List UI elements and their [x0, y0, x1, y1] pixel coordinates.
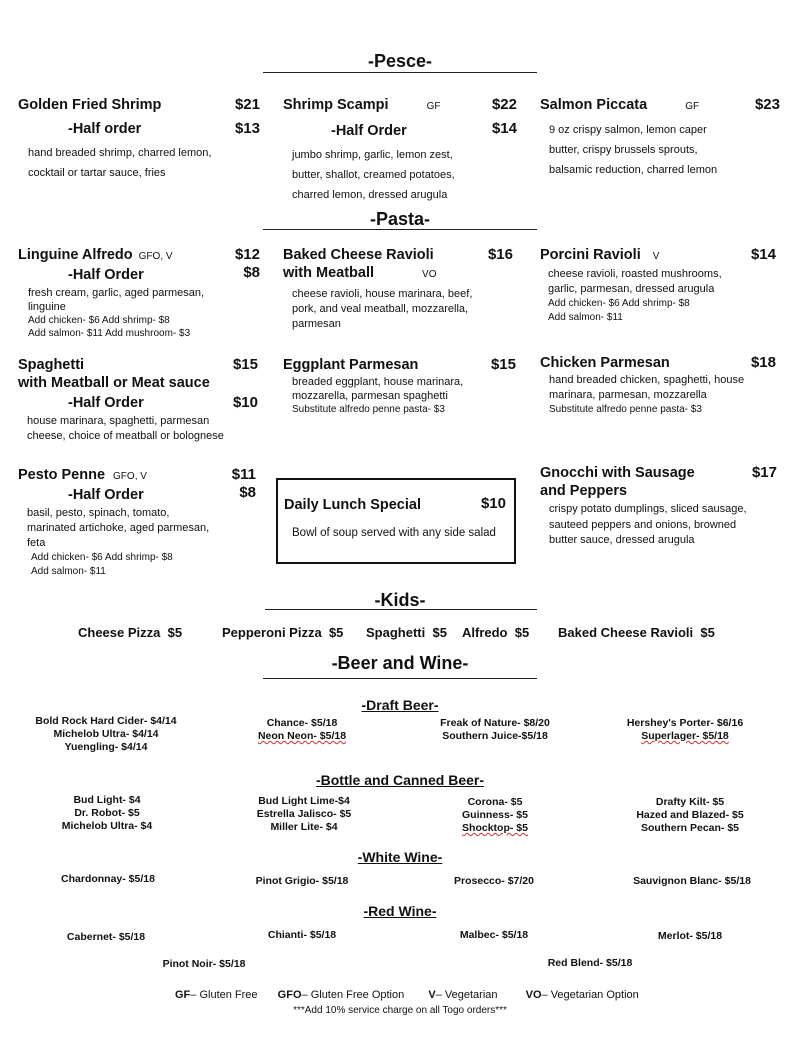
- desc-line: jumbo shrimp, garlic, lemon zest,: [292, 149, 453, 161]
- beverage-item: Bud Light- $4: [73, 794, 141, 806]
- addon-line: Add salmon- $11: [548, 312, 623, 323]
- bottle-beer-col-4: [620, 796, 760, 835]
- item-name: Gnocchi with Sausage: [540, 465, 695, 481]
- kids-item-baked-cheese-ravioli: [558, 625, 715, 640]
- addon-line: Add chicken- $6 Add shrimp- $8: [548, 298, 690, 309]
- red-wine-item: Cabernet- $5/18: [66, 931, 146, 943]
- white-wine-item: Prosecco- $7/20: [454, 875, 534, 887]
- kids-item-spaghetti: [366, 625, 447, 640]
- item-name-text: Salmon Piccata: [540, 97, 648, 113]
- togo-service-note: ***Add 10% service charge on all Togo orders***: [293, 1005, 507, 1016]
- divider: [263, 678, 537, 679]
- item-price: $14: [750, 246, 776, 263]
- beverage-item: Dr. Robot- $5: [74, 807, 140, 819]
- item-name: Spaghetti: [18, 357, 85, 373]
- menu-item-chicken-parmesan: [540, 354, 776, 416]
- white-wine-item: Pinot Grigio- $5/18: [255, 875, 349, 887]
- draft-beer-col-1: [26, 715, 186, 754]
- desc-line: cocktail or tartar sauce, fries: [28, 167, 166, 179]
- kids-item-price: $5: [700, 625, 715, 640]
- beverage-item: Drafty Kilt- $5: [655, 796, 725, 808]
- red-wine-item: Chianti- $5/18: [267, 929, 337, 941]
- special-price: $10: [480, 495, 506, 512]
- item-description: [292, 375, 516, 403]
- beverage-item: Shocktop- $5: [462, 822, 528, 834]
- beverage-item: Chance- $5/18: [266, 717, 338, 729]
- item-description: [27, 414, 258, 444]
- divider: [265, 609, 537, 610]
- item-name: Baked Cheese Ravioli: [283, 247, 434, 263]
- half-order-label: -Half Order: [331, 123, 407, 139]
- menu-item-spaghetti: [18, 356, 258, 444]
- item-description: [549, 502, 777, 549]
- kids-item-name: Cheese Pizza: [78, 625, 161, 640]
- desc-line: marinara, parmesan, mozzarella: [549, 389, 707, 401]
- divider: [263, 229, 537, 230]
- beverage-item: Superlager- $5/18: [641, 730, 729, 742]
- red-wine-item: Merlot- $5/18: [657, 930, 723, 942]
- legend-key: VO: [525, 989, 542, 1001]
- beverage-item: Miller Lite- $4: [270, 821, 338, 833]
- item-price: $16: [487, 246, 513, 263]
- item-name-line2: [283, 264, 513, 284]
- item-name-text: Linguine Alfredo: [18, 247, 133, 263]
- desc-line: butter sauce, dressed arugula: [549, 534, 695, 546]
- beverage-item: Hazed and Blazed- $5: [636, 809, 744, 821]
- kids-item-price: $5: [167, 625, 183, 640]
- desc-line: crispy potato dumplings, sliced sausage,: [549, 503, 747, 515]
- desc-line: hand breaded chicken, spaghetti, house: [549, 374, 745, 386]
- beverage-item: Neon Neon- $5/18: [257, 730, 347, 742]
- section-title-beer-and-wine: -Beer and Wine-: [331, 653, 469, 673]
- draft-beer-col-2: [232, 717, 372, 743]
- add-ons: [292, 403, 516, 416]
- half-order-price: $8: [243, 264, 260, 281]
- half-order-price: $13: [234, 120, 260, 137]
- menu-item-eggplant-parmesan: [283, 356, 516, 416]
- kids-item-name: Alfredo: [462, 625, 508, 640]
- desc-line: 9 oz crispy salmon, lemon caper: [549, 124, 707, 136]
- addon-line: Substitute alfredo penne pasta- $3: [292, 404, 445, 415]
- item-name-text: Shrimp Scampi: [283, 97, 389, 113]
- desc-line: marinated artichoke, aged parmesan,: [27, 522, 210, 534]
- kids-item-pepperoni-pizza: [222, 625, 343, 640]
- kids-item-name: Spaghetti: [366, 625, 426, 640]
- divider: [263, 72, 537, 73]
- item-description: [28, 286, 260, 314]
- desc-line: garlic, parmesan, dressed arugula: [548, 283, 715, 295]
- kids-item-name: Pepperoni Pizza: [222, 625, 322, 640]
- menu-item-pesto-penne: [18, 466, 256, 579]
- addon-line: Add salmon- $11 Add mushroom- $3: [28, 328, 191, 339]
- item-name: [283, 96, 517, 116]
- beverage-item: Corona- $5: [467, 796, 523, 808]
- bottle-beer-col-1: [42, 794, 172, 833]
- legend-text: – Gluten Free Option: [301, 989, 405, 1001]
- item-name: Eggplant Parmesan: [283, 357, 419, 373]
- kids-item-alfredo: [462, 625, 529, 640]
- item-price: $15: [232, 356, 258, 373]
- item-name-line2: and Peppers: [540, 483, 628, 499]
- beverage-item: Southern Pecan- $5: [640, 822, 740, 834]
- half-order-label: -Half Order: [68, 267, 144, 283]
- legend-text: – Vegetarian: [435, 989, 498, 1001]
- item-description: [28, 143, 260, 183]
- legend-text: – Vegetarian Option: [541, 989, 639, 1001]
- section-title-pasta: -Pasta-: [369, 209, 431, 229]
- white-wine-item: Sauvignon Blanc- $5/18: [633, 875, 751, 887]
- desc-line: linguine: [28, 301, 66, 313]
- kids-item-name: Baked Cheese Ravioli: [558, 625, 694, 640]
- white-wine-title: -White Wine-: [357, 849, 443, 865]
- beverage-item: Michelob Ultra- $4/14: [53, 728, 159, 740]
- half-order-price: $8: [239, 484, 256, 501]
- item-name: [18, 246, 260, 266]
- item-description: [292, 287, 513, 332]
- section-title-kids: -Kids-: [374, 590, 426, 610]
- item-description: [548, 267, 776, 297]
- item-name-text: Porcini Ravioli: [540, 247, 641, 263]
- desc-line: basil, pesto, spinach, tomato,: [27, 507, 170, 519]
- dietary-tag: V: [652, 251, 660, 262]
- addon-line: Add salmon- $11: [31, 566, 106, 577]
- legend-key: GF: [175, 989, 191, 1001]
- kids-item-cheese-pizza: [78, 625, 182, 640]
- red-wine-item: Red Blend- $5/18: [547, 957, 633, 969]
- white-wine-item: Chardonnay- $5/18: [61, 873, 155, 885]
- menu-item-shrimp-scampi: [283, 96, 517, 205]
- dietary-tag: VO: [422, 269, 437, 280]
- desc-line: butter, crispy brussels sprouts,: [549, 144, 698, 156]
- menu-item-golden-fried-shrimp: [18, 96, 260, 183]
- item-name-text: Pesto Penne: [18, 467, 106, 483]
- legend-key: GFO: [277, 989, 302, 1001]
- legend-text: – Gluten Free: [190, 989, 258, 1001]
- half-order-label: -Half Order: [68, 487, 144, 503]
- half-order-label: -Half Order: [68, 395, 144, 411]
- red-wine-item: Pinot Noir- $5/18: [162, 958, 246, 970]
- red-wine-title: -Red Wine-: [363, 903, 437, 919]
- add-ons: [548, 297, 776, 325]
- bottle-beer-title: -Bottle and Canned Beer-: [315, 772, 484, 788]
- beverage-item: Estrella Jalisco- $5: [256, 808, 352, 820]
- add-ons: [31, 551, 256, 579]
- desc-line: house marinara, spaghetti, parmesan: [27, 415, 210, 427]
- item-description: [549, 373, 776, 403]
- menu-item-baked-cheese-ravioli: [283, 246, 513, 332]
- item-description: [27, 506, 256, 551]
- item-price: $22: [491, 96, 517, 113]
- item-price: $18: [750, 354, 776, 371]
- desc-line: mozzarella, parmesan spaghetti: [292, 390, 448, 402]
- item-price: $23: [754, 96, 780, 113]
- half-order-label: -Half order: [68, 121, 142, 137]
- addon-line: Add chicken- $6 Add shrimp- $8: [31, 552, 173, 563]
- dietary-tag: GFO, V: [113, 471, 147, 482]
- half-order-price: $14: [491, 120, 517, 137]
- beverage-item: Yuengling- $4/14: [64, 741, 148, 753]
- special-name: Daily Lunch Special: [284, 497, 421, 513]
- kids-item-price: $5: [514, 625, 530, 640]
- item-name-line2: with Meatball or Meat sauce: [18, 375, 210, 391]
- desc-line: charred lemon, dressed arugula: [292, 189, 448, 201]
- item-name: [540, 246, 776, 266]
- beverage-item: Bold Rock Hard Cider- $4/14: [35, 715, 177, 727]
- kids-item-price: $5: [432, 625, 447, 640]
- item-description: [292, 145, 517, 205]
- item-price: $12: [234, 246, 260, 263]
- kids-item-price: $5: [328, 625, 344, 640]
- menu-item-salmon-piccata: [540, 96, 780, 180]
- beverage-item: Guinness- $5: [462, 809, 528, 821]
- add-ons: [549, 403, 776, 416]
- menu-item-porcini-ravioli: [540, 246, 776, 325]
- item-name: Golden Fried Shrimp: [18, 97, 162, 113]
- dietary-tag: GF: [685, 101, 700, 112]
- desc-line: cheese, choice of meatball or bolognese: [27, 430, 224, 442]
- bottle-beer-col-3: [430, 796, 560, 835]
- item-price: $15: [490, 356, 516, 373]
- item-name: Chicken Parmesan: [540, 355, 670, 371]
- addon-line: Substitute alfredo penne pasta- $3: [549, 404, 702, 415]
- desc-line: balsamic reduction, charred lemon: [549, 164, 718, 176]
- addon-line: Add chicken- $6 Add shrimp- $8: [28, 315, 170, 326]
- item-price: $21: [234, 96, 260, 113]
- beverage-item: Freak of Nature- $8/20: [440, 717, 550, 729]
- add-ons: [28, 314, 260, 340]
- item-name: [18, 466, 256, 486]
- beverage-item: Bud Light Lime-$4: [258, 795, 350, 807]
- desc-line: feta: [27, 537, 46, 549]
- draft-beer-title: -Draft Beer-: [361, 697, 439, 713]
- beverage-item: Southern Juice-$5/18: [442, 730, 548, 742]
- menu-item-gnocchi: [540, 464, 777, 549]
- special-description: Bowl of soup served with any side salad: [292, 527, 496, 539]
- daily-lunch-special-box: [276, 478, 516, 564]
- draft-beer-col-3: [420, 717, 570, 743]
- dietary-tag: GFO, V: [138, 251, 173, 262]
- desc-line: cheese ravioli, roasted mushrooms,: [548, 268, 722, 280]
- item-name: [540, 96, 780, 116]
- draft-beer-col-4: [610, 717, 760, 743]
- beverage-item: Hershey's Porter- $6/16: [626, 717, 744, 729]
- dietary-legend: [175, 989, 639, 1001]
- desc-line: butter, shallot, creamed potatoes,: [292, 169, 455, 181]
- dietary-tag: GF: [426, 101, 441, 112]
- desc-line: pork, and veal meatball, mozzarella,: [292, 303, 469, 315]
- menu-item-linguine-alfredo: [18, 246, 260, 340]
- desc-line: breaded eggplant, house marinara,: [292, 376, 464, 388]
- red-wine-item: Malbec- $5/18: [459, 929, 529, 941]
- legend-key: V: [428, 989, 436, 1001]
- desc-line: sauteed peppers and onions, browned: [549, 518, 737, 531]
- beverage-item: Michelob Ultra- $4: [61, 820, 153, 832]
- item-price: $11: [231, 466, 256, 483]
- half-order-price: $10: [232, 394, 258, 411]
- desc-line: parmesan: [292, 318, 341, 330]
- desc-line: fresh cream, garlic, aged parmesan,: [28, 287, 205, 299]
- desc-line: hand breaded shrimp, charred lemon,: [28, 147, 212, 159]
- item-name-text: with Meatball: [283, 265, 375, 281]
- item-price: $17: [751, 464, 777, 481]
- bottle-beer-col-2: [234, 795, 374, 834]
- item-description: [549, 120, 780, 180]
- section-title-pesce: -Pesce-: [367, 51, 433, 71]
- desc-line: cheese ravioli, house marinara, beef,: [292, 288, 473, 300]
